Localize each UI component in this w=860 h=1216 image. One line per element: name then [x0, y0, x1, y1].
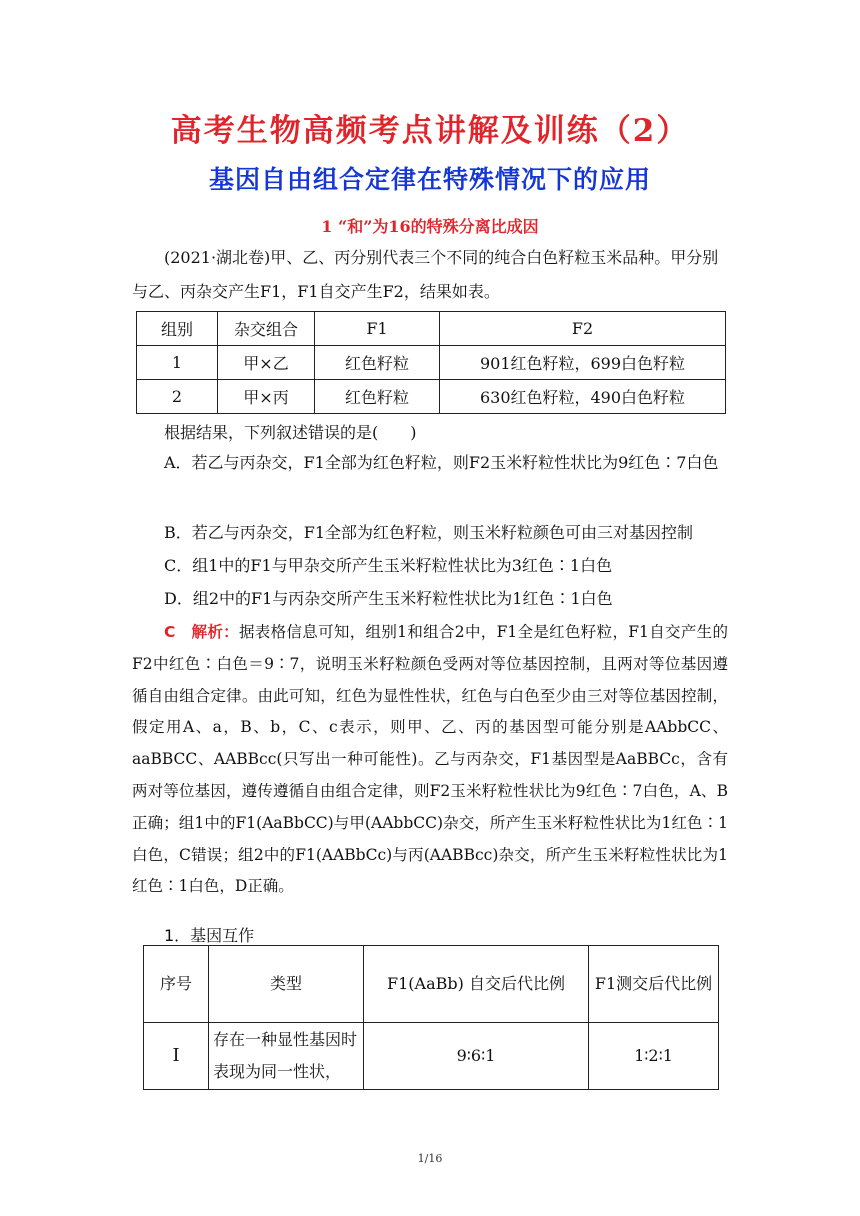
table-row	[137, 346, 726, 380]
page-number: 1/16	[417, 1152, 443, 1165]
option-d: D．组2中的F1与丙杂交所产生玉米籽粒性状比为1红色∶1白色	[164, 589, 613, 608]
analysis-label: 解析：	[191, 623, 239, 641]
table-row	[144, 1023, 719, 1090]
option-c: C．组1中的F1与甲杂交所产生玉米籽粒性状比为3红色∶1白色	[164, 556, 613, 575]
table-cell: 甲×乙	[218, 346, 315, 380]
question-stem: 根据结果，下列叙述错误的是( )	[164, 423, 417, 442]
table-cell: 9∶6∶1	[364, 1023, 589, 1090]
table-cell: Ⅰ	[144, 1023, 209, 1090]
table-cell: 存在一种显性基因时表现为同一性状，	[209, 1023, 364, 1090]
table-cell: 甲×丙	[218, 380, 315, 414]
table-header-row	[144, 946, 719, 1023]
table-header-cell: F2	[440, 312, 726, 346]
table-header-cell: 组别	[137, 312, 218, 346]
results-table	[136, 311, 726, 414]
analysis-block	[132, 617, 728, 903]
option-a: A．若乙与丙杂交，F1全部为红色籽粒，则F2玉米籽粒性状比为9红色∶7白色	[164, 453, 719, 472]
gene-interaction-heading: 1．基因互作	[164, 926, 255, 945]
analysis-text: 据表格信息可知，组别1和组合2中，F1全是红色籽粒，F1自交产生的F2中红色∶白色＝9∶7，说明玉米籽粒颜色受两对等位基因控制，且两对等位基因遵循自由组合定律。由此可知，红色为显性性状，红色与白色至少由三对等位基因控制，假定用A、a，B、b，C、c表示，则甲、乙、丙的基因型可能分别是AAbbCC、aaBBCC、AABBcc(只写出一种可能性)。乙与丙杂交，F1基因型是AaBBCc，含有两对等位基因，遵传遵循自由组合定律，则F2玉米籽粒性状比为9红色∶7白色，A、B正确；组1中的F1(AaBbCC)与甲(AAbbCC)杂交，所产生玉米籽粒性状比为1红色∶1白色，C错误；组2中的F1(AABbCc)与丙(AABBcc)杂交，所产生玉米籽粒性状比为1红色∶1白色，D正确。	[132, 623, 728, 896]
question-intro: (2021·湖北卷)甲、乙、丙分别代表三个不同的纯合白色籽粒玉米品种。甲分别与乙、丙杂交产生F1，F1自交产生F2，结果如表。	[132, 248, 719, 301]
table-cell: 2	[137, 380, 218, 414]
table-header-cell: 类型	[209, 946, 364, 1023]
gene-interaction-table	[143, 945, 719, 1090]
table-header-row	[137, 312, 726, 346]
table-cell: 红色籽粒	[315, 380, 440, 414]
table-cell: 红色籽粒	[315, 346, 440, 380]
option-b: B．若乙与丙杂交，F1全部为红色籽粒，则玉米籽粒颜色可由三对基因控制	[164, 523, 694, 542]
answer-letter: C	[164, 623, 176, 641]
table-header-cell: F1测交后代比例	[589, 946, 719, 1023]
page-subtitle: 基因自由组合定律在特殊情况下的应用	[208, 165, 651, 194]
section-heading: 1 “和”为16的特殊分离比成因	[321, 217, 539, 236]
table-cell: 901红色籽粒，699白色籽粒	[440, 346, 726, 380]
page-title: 高考生物高频考点讲解及训练（2）	[170, 113, 690, 149]
table-cell: 630红色籽粒，490白色籽粒	[440, 380, 726, 414]
table-row	[137, 380, 726, 414]
table-header-cell: F1	[315, 312, 440, 346]
table-header-cell: 杂交组合	[218, 312, 315, 346]
table-cell: 1	[137, 346, 218, 380]
table-header-cell: 序号	[144, 946, 209, 1023]
table-cell: 1∶2∶1	[589, 1023, 719, 1090]
table-header-cell: F1(AaBb) 自交后代比例	[364, 946, 589, 1023]
